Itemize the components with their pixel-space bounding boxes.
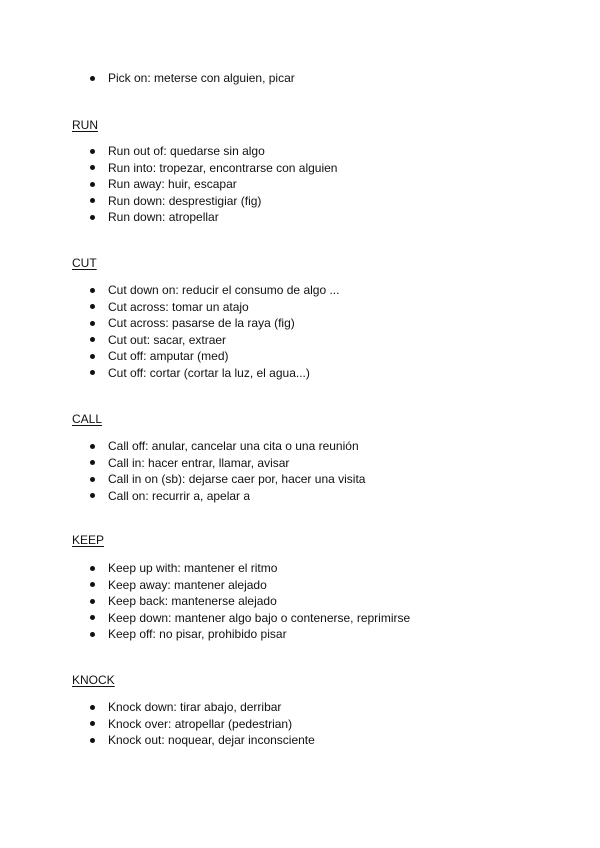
bullet-icon — [90, 599, 95, 604]
section-heading: KEEP — [72, 533, 105, 547]
list-item-text: Cut out: sacar, extraer — [108, 332, 227, 347]
bullet-icon — [90, 566, 95, 571]
bullet-icon — [90, 370, 95, 375]
section-heading: CALL — [72, 412, 103, 426]
bullet-icon — [90, 705, 95, 710]
bullet-icon — [90, 76, 95, 81]
list-item-text: Cut off: cortar (cortar la luz, el agua...) — [108, 365, 310, 380]
section-heading: CUT — [72, 256, 97, 270]
section-heading: RUN — [72, 118, 98, 132]
list-item-text: Knock down: tirar abajo, derribar — [108, 700, 282, 714]
bullet-icon — [90, 182, 95, 187]
bullet-icon — [90, 582, 95, 587]
list-item-text: Knock over: atropellar (pedestrian) — [108, 716, 293, 731]
bullet-icon — [90, 165, 95, 170]
list-item-text: Run down: atropellar — [108, 210, 219, 224]
list-item-text: Keep away: mantener alejado — [108, 577, 267, 592]
bullet-icon — [90, 615, 95, 620]
list-item-text: Cut across: pasarse de la raya (fig) — [108, 316, 295, 330]
list-item-text: Pick on: meterse con alguien, picar — [108, 71, 295, 85]
bullet-icon — [90, 304, 95, 309]
list-item-text: Cut across: tomar un atajo — [108, 299, 249, 314]
bullet-icon — [90, 337, 95, 342]
bullet-icon — [90, 721, 95, 726]
bullet-icon — [90, 738, 95, 743]
list-item-text: Keep up with: mantener el ritmo — [108, 561, 278, 575]
bullet-icon — [90, 321, 95, 326]
bullet-icon — [90, 632, 95, 637]
bullet-icon — [90, 215, 95, 220]
list-item-text: Call on: recurrir a, apelar a — [108, 488, 251, 503]
list-item-text: Call in on (sb): dejarse caer por, hacer una visita — [108, 472, 366, 486]
section-heading: KNOCK — [72, 673, 115, 687]
bullet-icon — [90, 198, 95, 203]
list-item-text: Keep off: no pisar, prohibido pisar — [108, 627, 287, 641]
list-item-text: Run down: desprestigiar (fig) — [108, 193, 262, 208]
list-item-text: Cut down on: reducir el consumo de algo ... — [108, 283, 340, 297]
list-item-text: Call in: hacer entrar, llamar, avisar — [108, 455, 290, 470]
bullet-icon — [90, 460, 95, 465]
list-item-text: Cut off: amputar (med) — [108, 349, 229, 363]
bullet-icon — [90, 493, 95, 498]
list-item-text: Run away: huir, escapar — [108, 177, 237, 191]
bullet-icon — [90, 444, 95, 449]
bullet-icon — [90, 354, 95, 359]
list-item-text: Run into: tropezar, encontrarse con alguien — [108, 160, 338, 175]
list-item-text: Knock out: noquear, dejar inconsciente — [108, 733, 315, 747]
list-item-text: Run out of: quedarse sin algo — [108, 144, 265, 158]
bullet-icon — [90, 149, 95, 154]
bullet-icon — [90, 288, 95, 293]
list-item-text: Keep down: mantener algo bajo o contenerse, reprimirse — [108, 610, 411, 625]
list-item-text: Keep back: mantenerse alejado — [108, 594, 277, 608]
bullet-icon — [90, 477, 95, 482]
list-item-text: Call off: anular, cancelar una cita o una reunión — [108, 439, 359, 453]
